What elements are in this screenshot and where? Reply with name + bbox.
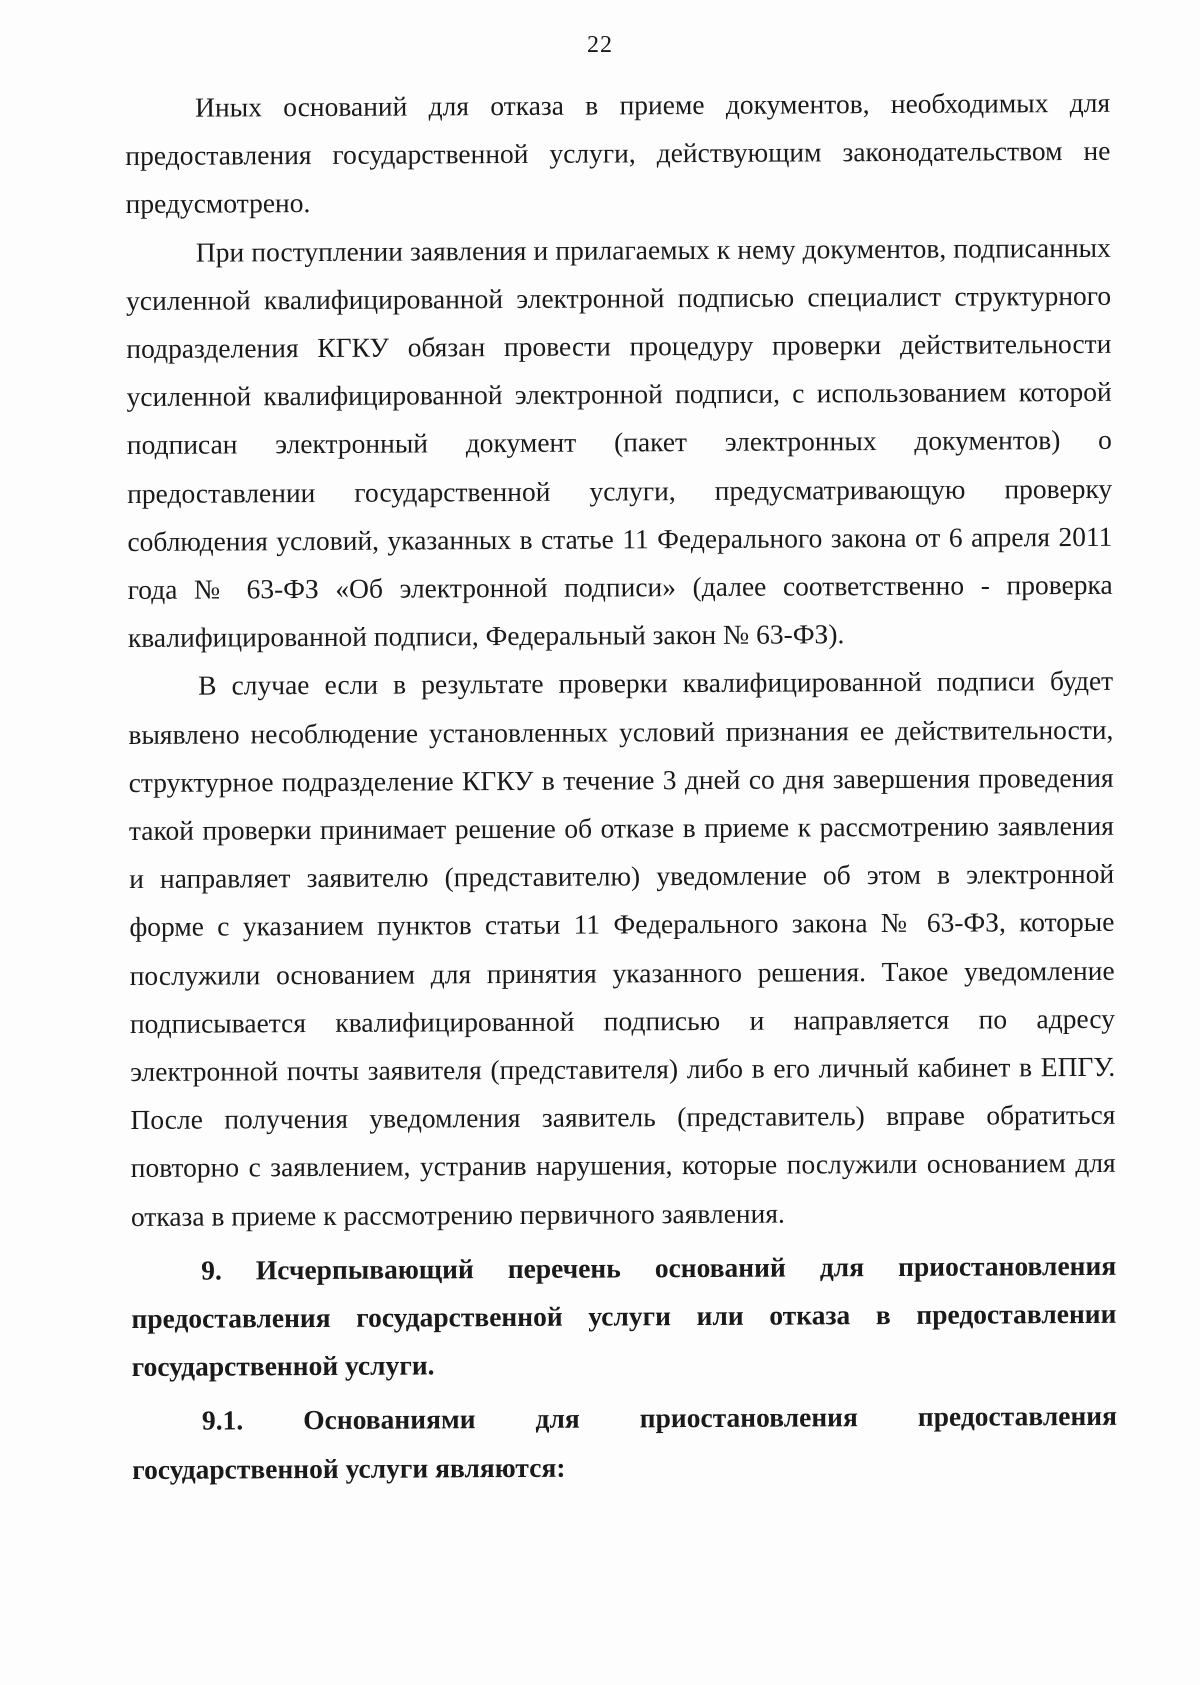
paragraph-verification-failure: В случае если в результате проверки квалифицированной подписи будет выявлено несоблюдение установленных условий признания ее действительности, структурное подразделение КГКУ в течение 3 дней со дня завершения проведения такой проверки принимает решение об отказе в приеме к рассмотрению заявления и направляет заявителю (представителю) уведомление об этом в электронной форме с указанием пунктов статьи 11 Федерального закона № 63-ФЗ, которые послужили основанием для принятия указанного решения. Такое уведомление подписывается квалифицированной подписью и направляется по адресу электронной почты заявителя (представителя) либо в его личный кабинет в ЕПГУ. После получения уведомления заявитель (представитель) вправе обратиться повторно с заявлением, устранив нарушения, которые послужили основанием для отказа в приеме к рассмотрению первичного заявления. — [128, 665, 1116, 1232]
section-heading-9: 9. Исчерпывающий перечень оснований для приостановления предоставления государственной услуги или отказа в предоставлении государственной услуги. — [131, 1249, 1117, 1383]
paragraph-no-other-grounds: Иных оснований для отказа в приеме документов, необходимых для предоставления государственной услуги, действующим законодательством не предусмотрено. — [125, 86, 1111, 220]
page-number: 22 — [587, 32, 613, 58]
section-heading-9-1: 9.1. Основаниями для приостановления предоставления государственной услуги являются: — [132, 1400, 1118, 1485]
paragraph-signature-verification: При поступлении заявления и прилагаемых к нему документов, подписанных усиленной квалифицированной электронной подписью специалист структурного подразделения КГКУ обязан провести процедуру проверки действительности усиленной квалифицированной электронной подписи, с использованием которой подписан электронный документ (пакет электронных документов) о предоставлении государственной услуги, предусматривающую проверку соблюдения условий, указанных в статье 11 Федерального закона от 6 апреля 2011 года № 63-ФЗ «Об электронной подписи» (далее соответственно - проверка квалифицированной подписи, Федеральный закон № 63-ФЗ). — [126, 231, 1113, 654]
document-body — [125, 79, 1117, 1494]
